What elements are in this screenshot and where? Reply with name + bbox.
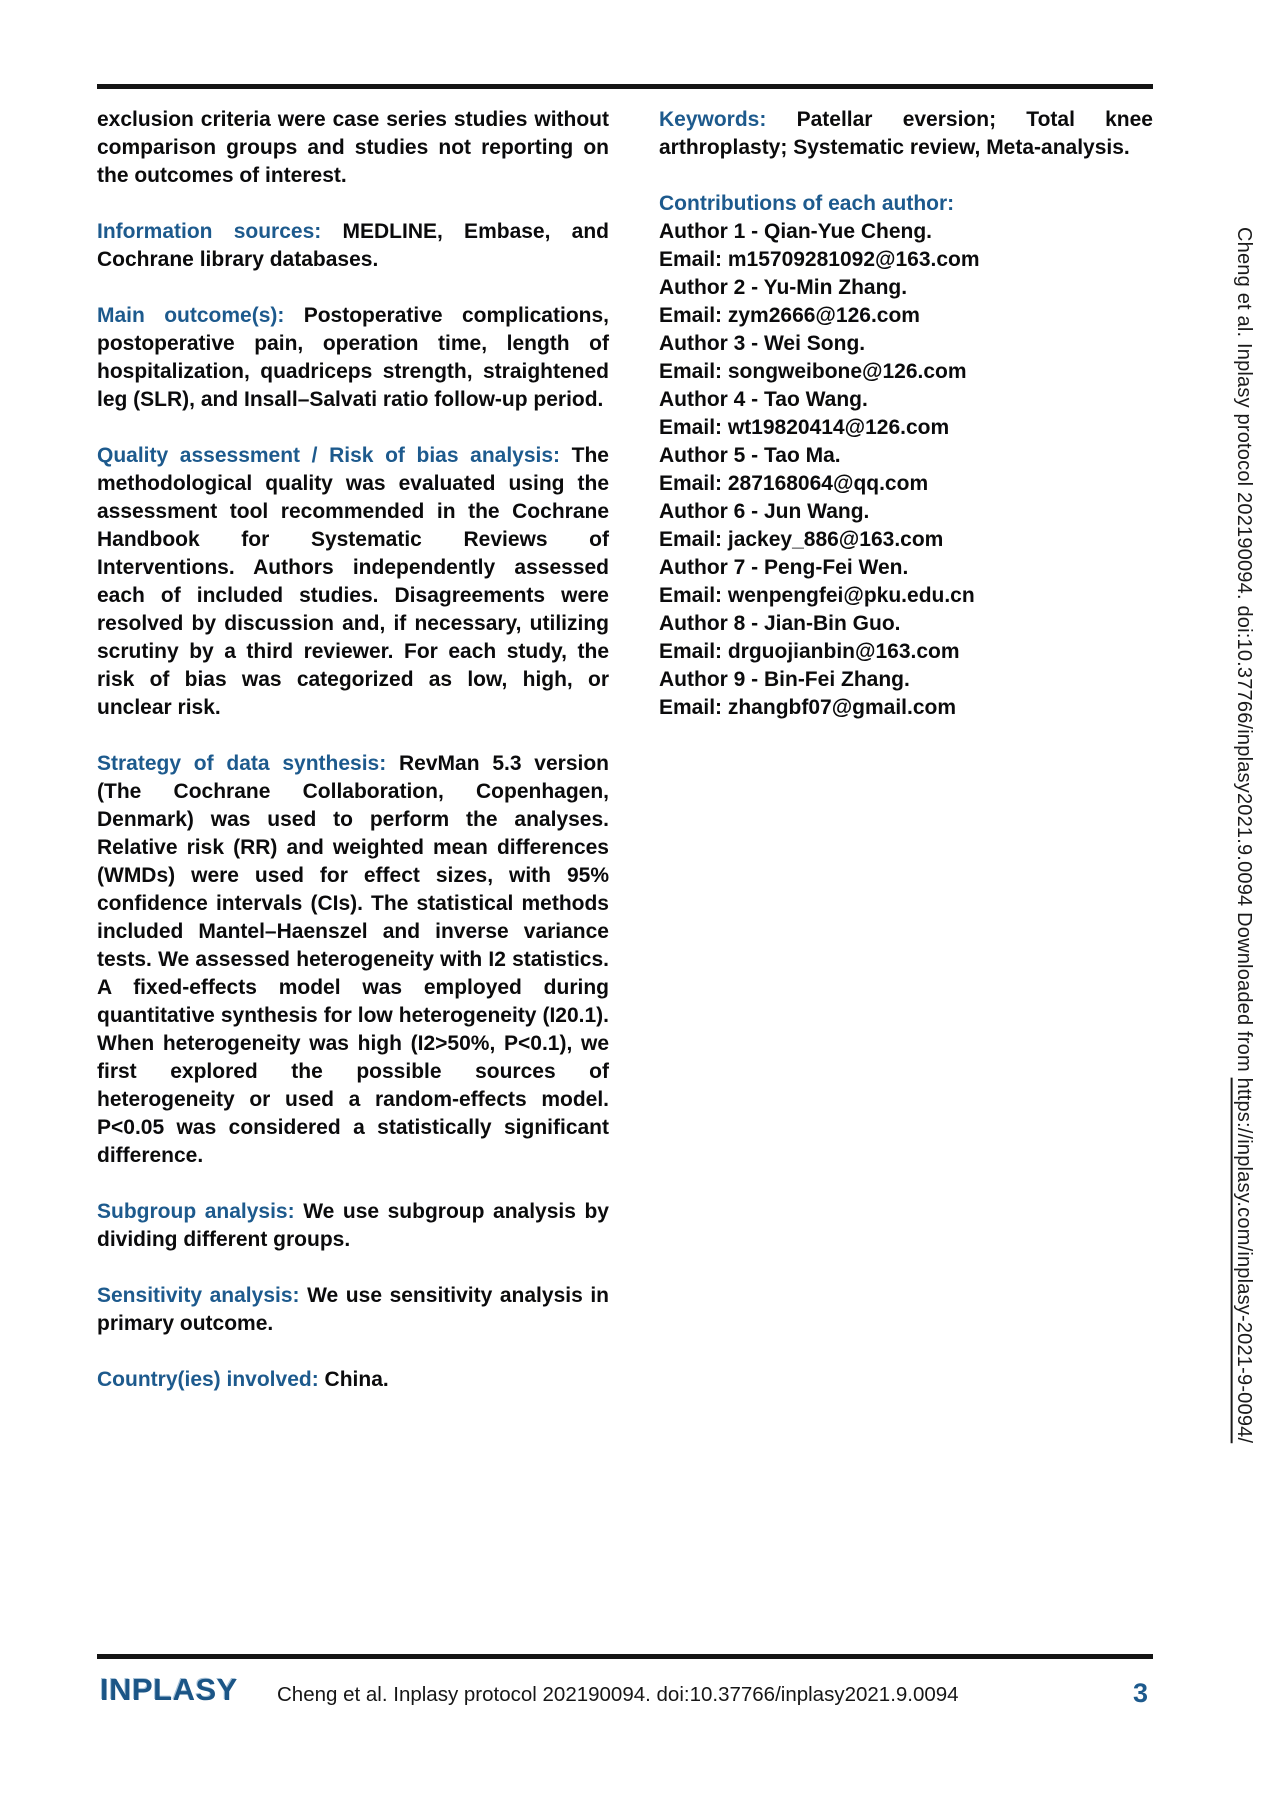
- author-line: Author 7 - Peng-Fei Wen.: [659, 556, 909, 579]
- section-heading: Sensitivity analysis:: [97, 1284, 300, 1307]
- bottom-rule: [97, 1654, 1153, 1659]
- author-email-line: Email: drguojianbin@163.com: [659, 640, 960, 663]
- paragraph-subgroup-analysis: [97, 1198, 609, 1254]
- author-line: Author 2 - Yu-Min Zhang.: [659, 276, 908, 299]
- section-heading: Keywords:: [659, 108, 767, 131]
- author-email-line: Email: zhangbf07@gmail.com: [659, 696, 957, 719]
- author-email-line: Email: wt19820414@126.com: [659, 416, 950, 439]
- author-line: Author 8 - Jian-Bin Guo.: [659, 612, 901, 635]
- paragraph-keywords: [659, 106, 1153, 162]
- inplasy-logo: INPLASY: [100, 1672, 238, 1707]
- right-column: [659, 106, 1153, 1394]
- paragraph-body: Postoperative complications, postoperative pain, operation time, length of hospitalization, quadriceps strength, straightened leg (SLR), and Insall–Salvati ratio follow-up period.: [97, 304, 609, 411]
- section-heading: Information sources:: [97, 220, 322, 243]
- left-column: [97, 106, 609, 1394]
- section-heading: Contributions of each author:: [659, 192, 955, 215]
- paragraph-body: RevMan 5.3 version (The Cochrane Collaboration, Copenhagen, Denmark) was used to perform the analyses. Relative risk (RR) and weighted mean differences (WMDs) were used for effect sizes, with 95% confidence intervals (CIs). The statistical methods included Mantel–Haenszel and inverse variance tests. We assessed heterogeneity with I2 statistics. A fixed-effects model was employed during quantitative synthesis for low heterogeneity (I20.1). When heterogeneity was high (I2>50%, P<0.1), we first explored the possible sources of heterogeneity or used a random-effects model. P<0.05 was considered a statistically significant difference.: [97, 752, 609, 1167]
- author-email-line: Email: zym2666@126.com: [659, 304, 920, 327]
- top-rule: [97, 84, 1153, 89]
- author-line: Author 1 - Qian-Yue Cheng.: [659, 220, 933, 243]
- author-line: Author 5 - Tao Ma.: [659, 444, 841, 467]
- author-email-line: Email: 287168064@qq.com: [659, 472, 929, 495]
- paragraph-body: We use sensitivity analysis in primary outcome.: [97, 1284, 610, 1335]
- paragraph-body: China.: [324, 1368, 389, 1391]
- sidebar-citation-text: Cheng et al. Inplasy protocol 202190094. doi:10.37766/inplasy2021.9.0094 Downloaded from: [1233, 227, 1255, 1078]
- paragraph-information-sources: [97, 218, 609, 274]
- author-line: Author 4 - Tao Wang.: [659, 388, 868, 411]
- footer-citation: Cheng et al. Inplasy protocol 202190094. doi:10.37766/inplasy2021.9.0094: [277, 1683, 959, 1706]
- page-number: 3: [1133, 1678, 1149, 1708]
- paragraph-exclusion-continuation: [97, 106, 609, 190]
- section-heading: Strategy of data synthesis:: [97, 752, 387, 775]
- paragraph-countries-involved: [97, 1366, 609, 1394]
- paragraph-body: exclusion criteria were case series studies without comparison groups and studies not reporting on the outcomes of interest.: [97, 108, 609, 187]
- paragraph-sensitivity-analysis: [97, 1282, 609, 1338]
- sidebar-citation: [1232, 227, 1255, 1547]
- two-column-body: [97, 106, 1153, 1394]
- paragraph-body: We use subgroup analysis by dividing different groups.: [97, 1200, 609, 1251]
- author-line: Author 3 - Wei Song.: [659, 332, 866, 355]
- paragraph-main-outcomes: [97, 302, 609, 414]
- section-heading: Main outcome(s):: [97, 304, 285, 327]
- paragraph-contributions: [659, 190, 1153, 722]
- sidebar-citation-link[interactable]: https://inplasy.com/inplasy-2021-9-0094/: [1233, 1077, 1255, 1444]
- author-line: Author 9 - Bin-Fei Zhang.: [659, 668, 910, 691]
- section-heading: Quality assessment / Risk of bias analysis:: [97, 444, 561, 467]
- paragraph-body: MEDLINE, Embase, and Cochrane library databases.: [97, 220, 609, 271]
- author-email-line: Email: wenpengfei@pku.edu.cn: [659, 584, 975, 607]
- paragraph-quality-assessment: [97, 442, 609, 722]
- paragraph-body: Patellar eversion; Total knee arthroplasty; Systematic review, Meta-analysis.: [659, 108, 1153, 159]
- author-email-line: Email: jackey_886@163.com: [659, 528, 944, 551]
- paragraph-strategy-of-data-synthesis: [97, 750, 609, 1170]
- author-email-line: Email: songweibone@126.com: [659, 360, 967, 383]
- section-heading: Subgroup analysis:: [97, 1200, 295, 1223]
- section-heading: Country(ies) involved:: [97, 1368, 319, 1391]
- author-line: Author 6 - Jun Wang.: [659, 500, 870, 523]
- author-email-line: Email: m15709281092@163.com: [659, 248, 980, 271]
- paragraph-body: The methodological quality was evaluated using the assessment tool recommended in the Cochrane Handbook for Systematic Reviews of Interventions. Authors independently assessed each of included studies. Disagreements were resolved by discussion and, if necessary, utilizing scrutiny by a third reviewer. For each study, the risk of bias was categorized as low, high, or unclear risk.: [97, 444, 609, 719]
